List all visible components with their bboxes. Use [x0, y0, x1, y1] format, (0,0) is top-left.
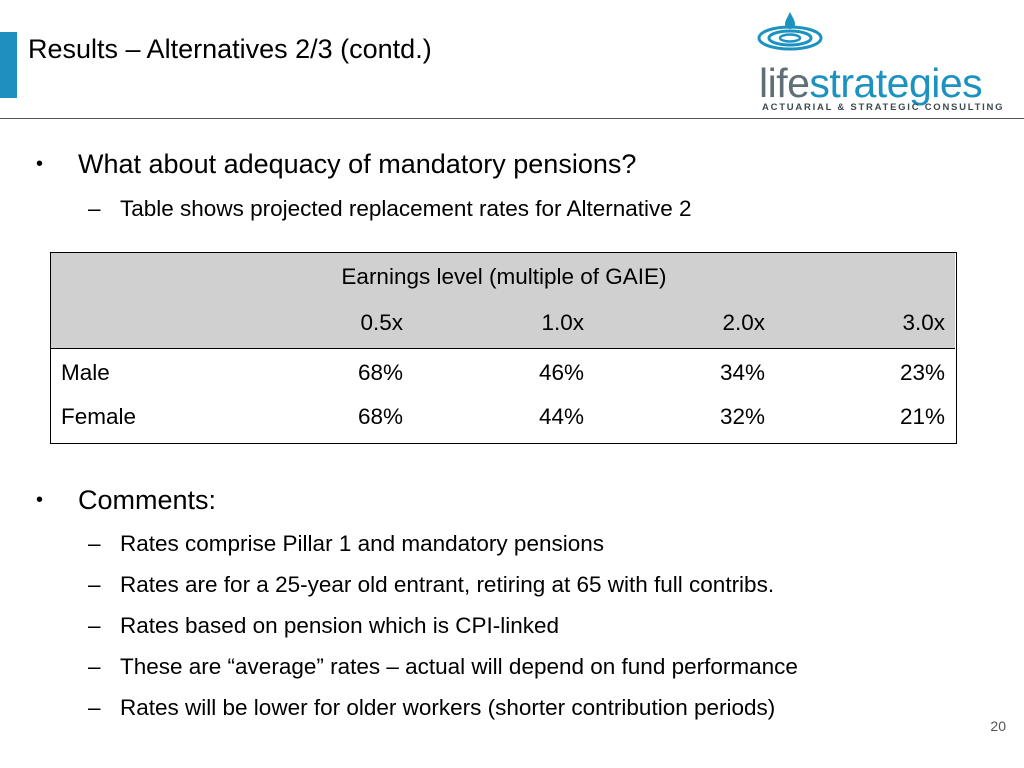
column-header: 1.0x	[541, 310, 584, 335]
header-divider	[0, 118, 1024, 119]
replacement-rates-table	[50, 252, 957, 444]
water-drop-ripple-icon	[756, 8, 824, 58]
table-cell: 68%	[357, 360, 403, 385]
table-cell: 23%	[899, 360, 945, 385]
dash-marker: –	[88, 695, 101, 720]
comment-text: Rates based on pension which is CPI-linked	[120, 613, 559, 638]
dash-marker: –	[88, 613, 101, 638]
comment-text: Rates will be lower for older workers (shorter contribution periods)	[120, 695, 776, 720]
title-accent-bar	[0, 32, 17, 98]
logo-wordmark	[759, 60, 982, 106]
company-logo	[756, 8, 1008, 114]
dash-marker: –	[88, 196, 101, 221]
bullet-text: Comments:	[78, 485, 217, 515]
logo-word-life: life	[759, 60, 810, 106]
dash-marker: –	[88, 654, 101, 679]
comment-text: Rates comprise Pillar 1 and mandatory pensions	[120, 531, 604, 556]
sub-bullet-text: Table shows projected replacement rates for Alternative 2	[120, 196, 692, 221]
column-header: 0.5x	[360, 310, 403, 335]
dash-marker: –	[88, 531, 101, 556]
page-number: 20	[990, 718, 1006, 734]
row-label-female: Female	[61, 404, 137, 429]
table-cell: 44%	[538, 404, 584, 429]
bullet-text: What about adequacy of mandatory pensions?	[78, 149, 637, 179]
table-cell: 32%	[719, 404, 765, 429]
slide-title: Results – Alternatives 2/3 (contd.)	[28, 34, 432, 64]
column-header: 3.0x	[902, 310, 945, 335]
dash-marker: –	[88, 572, 101, 597]
row-label-male: Male	[61, 360, 110, 385]
table-header	[51, 253, 955, 349]
table-group-header: Earnings level (multiple of GAIE)	[341, 264, 667, 289]
bullet-marker: •	[36, 489, 44, 511]
logo-tagline: ACTUARIAL & STRATEGIC CONSULTING	[762, 102, 1005, 113]
table-cell: 46%	[538, 360, 584, 385]
column-header: 2.0x	[722, 310, 765, 335]
comment-text: Rates are for a 25-year old entrant, retiring at 65 with full contribs.	[120, 572, 775, 597]
table-cell: 68%	[357, 404, 403, 429]
logo-word-strategies: strategies	[809, 60, 983, 106]
table-cell: 21%	[899, 404, 945, 429]
table-cell: 34%	[719, 360, 765, 385]
bullet-marker: •	[36, 153, 44, 175]
comment-text: These are “average” rates – actual will depend on fund performance	[120, 654, 798, 679]
